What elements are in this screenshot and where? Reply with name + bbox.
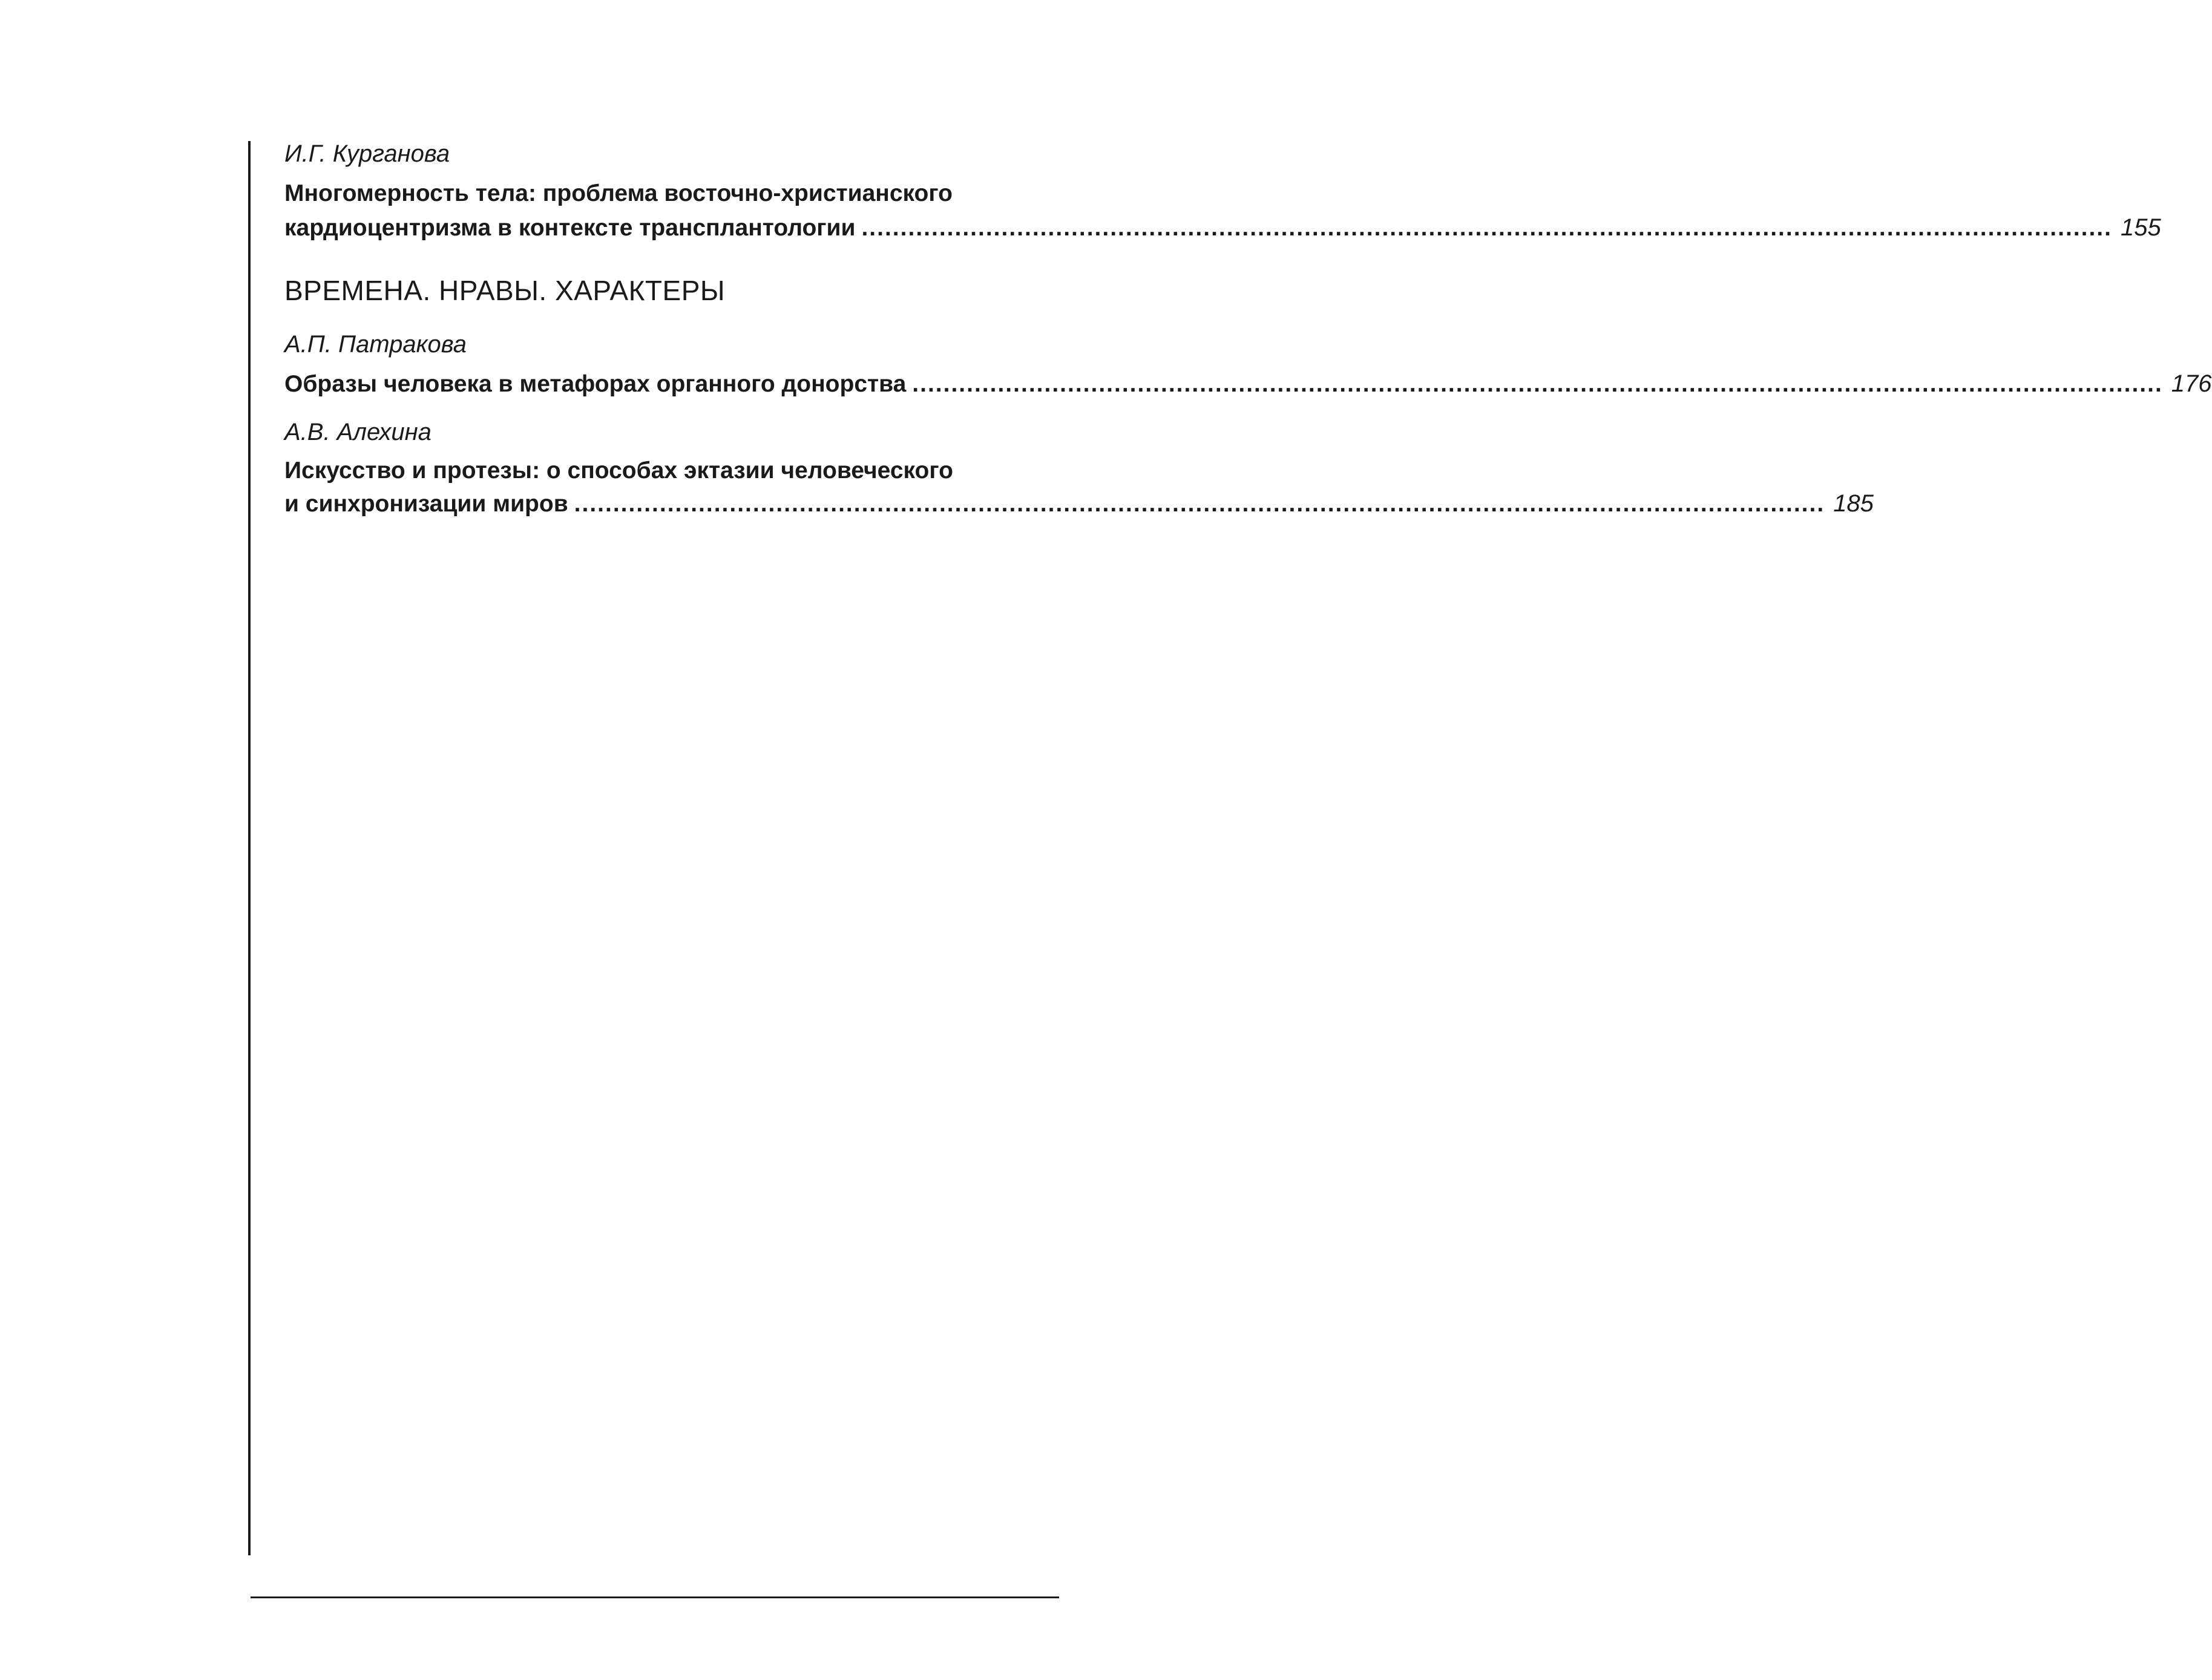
page-number: 155 bbox=[2120, 214, 2161, 241]
dot-leader: ................................................................................................................................................................. bbox=[912, 371, 2163, 397]
dot-leader: ................................................................................................................................................................. bbox=[861, 215, 2112, 241]
entry-title-text: Образы человека в метафорах органного донорства bbox=[284, 371, 907, 397]
entry-title-text: и синхронизации миров bbox=[284, 491, 568, 517]
entry-title-last-line bbox=[284, 212, 2161, 244]
page-number: 185 bbox=[1833, 490, 1874, 517]
entry-author: И.Г. Курганова bbox=[284, 140, 450, 167]
footer-rule bbox=[251, 1596, 1059, 1598]
entry-title-line: Искусство и протезы: о способах эктазии человеческого bbox=[284, 458, 953, 484]
entry-author: А.В. Алехина bbox=[284, 419, 432, 445]
margin-vertical-rule bbox=[248, 141, 251, 1555]
entry-author: А.П. Патракова bbox=[284, 331, 467, 358]
section-heading: ВРЕМЕНА. НРАВЫ. ХАРАКТЕРЫ bbox=[284, 275, 726, 306]
entry-title-last-line bbox=[284, 368, 2212, 400]
dot-leader: ................................................................................................................................................................. bbox=[574, 491, 1825, 517]
page-number: 176 bbox=[2171, 370, 2212, 397]
entry-title-line: Многомерность тела: проблема восточно-христианского bbox=[284, 180, 953, 206]
entry-title-text: кардиоцентризма в контексте трансплантологии bbox=[284, 215, 856, 241]
entry-title-last-line bbox=[284, 488, 1874, 520]
